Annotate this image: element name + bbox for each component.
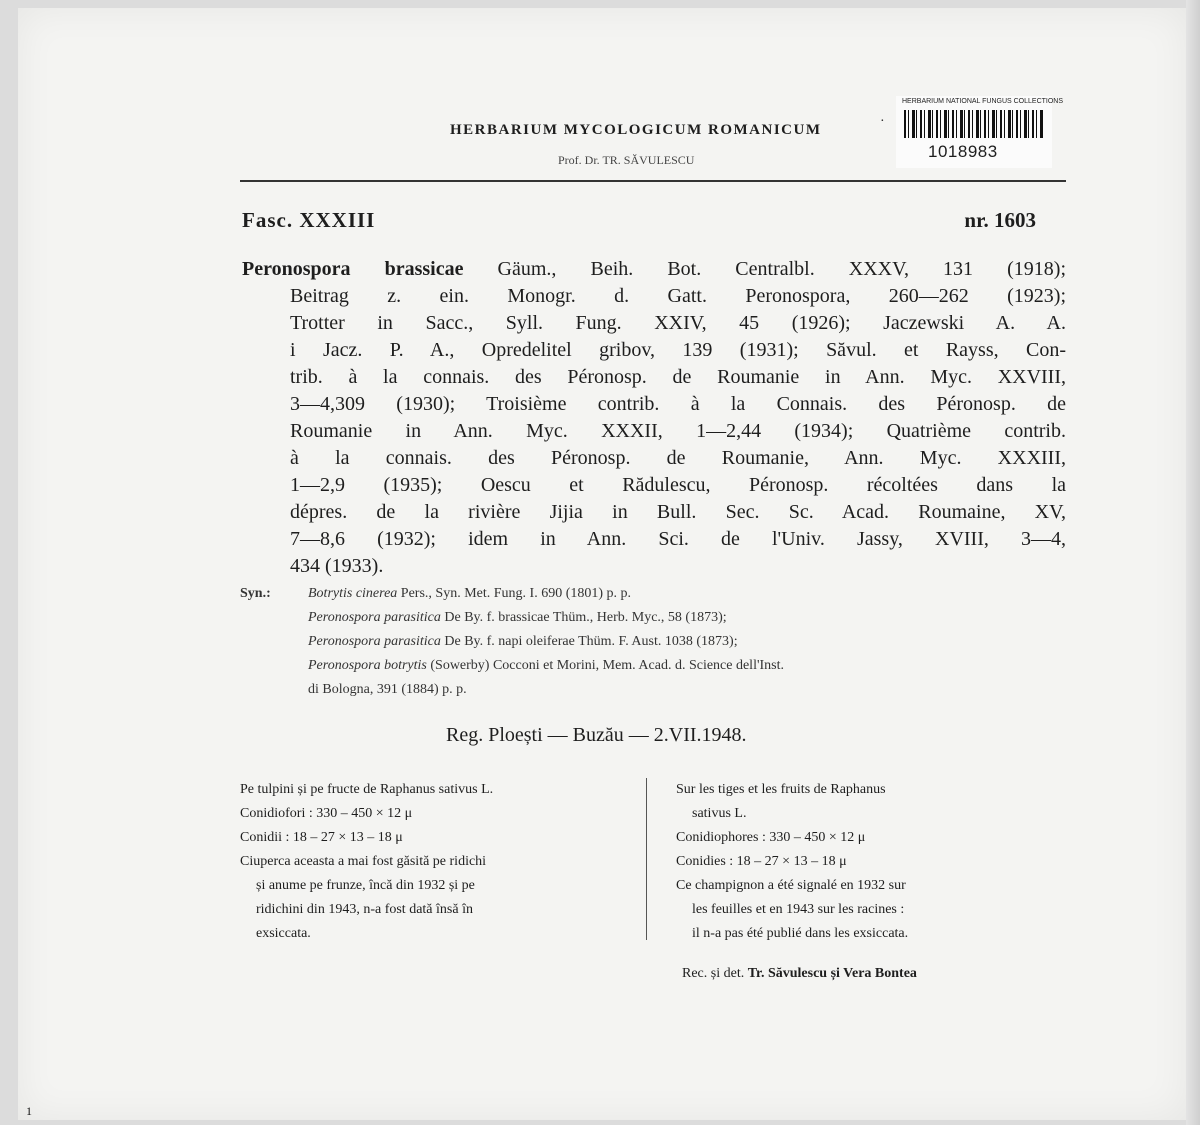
description-line: Conidiofori : 330 – 450 × 12 μ [240,806,413,821]
collectors-prefix: Rec. și det. [682,966,745,981]
description-line: les feuilles et en 1943 sur les racines : [692,902,905,917]
citation-line: trib. à la connais. des Péronosp. de Roumanie in Ann. Myc. XXVIII, [290,366,1066,388]
description-line: ridichini din 1943, n-a fost dată însă în [256,902,473,917]
citation-line: 7—8,6 (1932); idem in Ann. Sci. de l'Univ. Jassy, XVIII, 3—4, [290,528,1066,550]
header-divider [240,180,1066,182]
species-citation [242,256,1066,580]
column-divider [646,778,647,940]
separator-dot: · [880,114,885,129]
citation-line: Trotter in Sacc., Syll. Fung. XXIV, 45 (1926); Jaczewski A. A. [290,312,1066,334]
editor-name: Prof. Dr. TR. SĂVULESCU [558,153,695,167]
citation-line: Peronospora brassicae Gäum., Beih. Bot. Centralbl. XXXV, 131 (1918); [242,258,1066,280]
description-line: Conidii : 18 – 27 × 13 – 18 μ [240,830,403,845]
sheet-edge [1186,0,1200,1125]
synonym-line: di Bologna, 391 (1884) p. p. [308,682,467,697]
species-name: Peronospora brassicae [242,258,464,280]
description-line: Conidiophores : 330 – 450 × 12 μ [676,830,866,845]
citation-line: à la connais. des Péronosp. de Roumanie, Ann. Myc. XXXIII, [290,447,1066,469]
synonym-line: Peronospora botrytis (Sowerby) Cocconi et Morini, Mem. Acad. d. Science dell'Inst. [308,658,784,673]
barcode-label: HERBARIUM NATIONAL FUNGUS COLLECTIONS [902,98,1064,105]
romanian-description [240,778,620,946]
french-description [676,778,1054,946]
fascicle-number: Fasc. XXXIII [242,208,376,232]
citation-line: i Jacz. P. A., Opredelitel gribov, 139 (1931); Săvul. et Rayss, Con- [290,339,1066,361]
barcode-icon [904,110,1044,138]
herbarium-label-sheet [18,8,1186,1120]
citation-line: 434 (1933). [290,555,384,577]
citation-line: 3—4,309 (1930); Troisième contrib. à la Connais. des Péronosp. de [290,393,1066,415]
synonym-line: Peronospora parasitica De By. f. brassicae Thüm., Herb. Myc., 58 (1873); [308,610,727,625]
description-line: și anume pe frunze, încă din 1932 și pe [256,878,475,893]
synonyms-list [308,582,1060,702]
description-line: Conidies : 18 – 27 × 13 – 18 μ [676,854,847,869]
description-line: Pe tulpini și pe fructe de Raphanus sativus L. [240,782,494,797]
description-line: Ce champignon a été signalé en 1932 sur [676,878,906,893]
specimen-number: nr. 1603 [964,208,1036,232]
barcode-number: 1018983 [928,142,998,161]
description-line: exsiccata. [256,926,311,941]
collectors-line [682,966,917,982]
citation-line: Roumanie in Ann. Myc. XXXII, 1—2,44 (1934); Quatrième contrib. [290,420,1066,442]
citation-line: 1—2,9 (1935); Oescu et Rădulescu, Péronosp. récoltées dans la [290,474,1066,496]
corner-mark: 1 [26,1104,32,1118]
description-line: Sur les tiges et les fruits de Raphanus [676,782,886,797]
description-line: Ciuperca aceasta a mai fost găsită pe ridichi [240,854,487,869]
synonyms-label: Syn.: [240,586,271,601]
collectors-names: Tr. Săvulescu și Vera Bontea [747,966,917,981]
institution-title: HERBARIUM MYCOLOGICUM ROMANICUM [450,122,822,138]
synonym-line: Botrytis cinerea Pers., Syn. Met. Fung. I. 690 (1801) p. p. [308,586,632,601]
description-line: il n-a pas été publié dans les exsiccata. [692,926,909,941]
citation-line: dépres. de la rivière Jijia in Bull. Sec. Sc. Acad. Roumaine, XV, [290,501,1066,523]
barcode-sticker [896,96,1064,168]
description-line: sativus L. [692,806,747,821]
collection-locality: Reg. Ploești — Buzău — 2.VII.1948. [446,724,747,746]
citation-line: Beitrag z. ein. Monogr. d. Gatt. Peronospora, 260—262 (1923); [290,285,1066,307]
synonym-line: Peronospora parasitica De By. f. napi oleiferae Thüm. F. Aust. 1038 (1873); [308,634,738,649]
